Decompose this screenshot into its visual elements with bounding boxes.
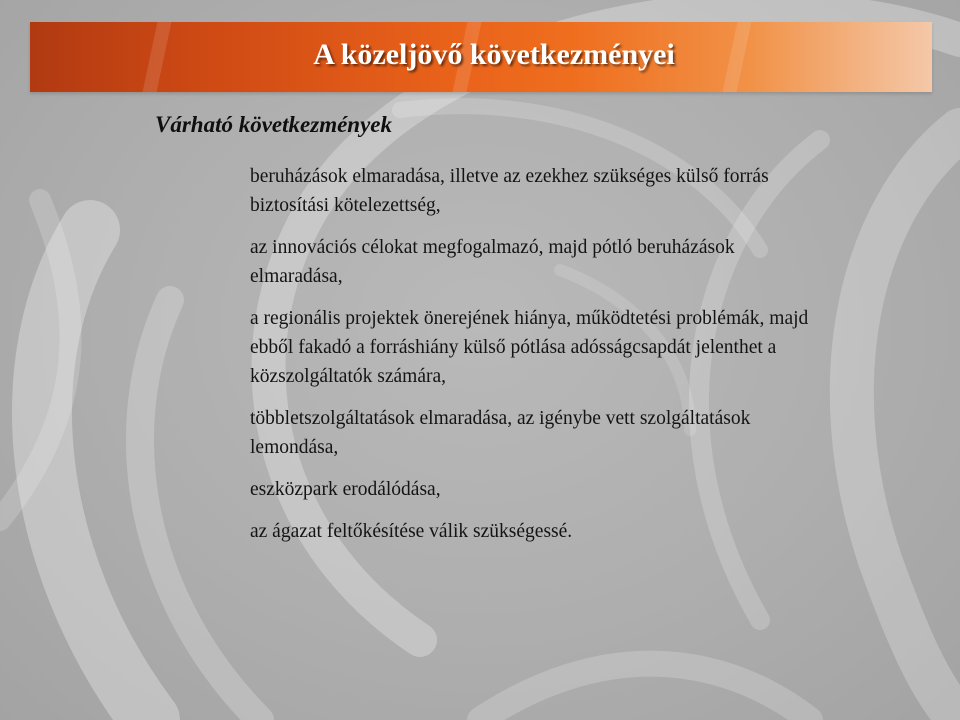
list-item: beruházások elmaradása, illetve az ezekhez szükséges külső forrás biztosítási kötelezettség, (250, 166, 769, 216)
slide-title: A közeljövő következményei (313, 38, 675, 71)
list-item: többletszolgáltatások elmaradása, az igénybe vett szolgáltatások lemondása, (250, 408, 751, 458)
consequence-list (250, 162, 810, 559)
list-item: az ágazat feltőkésítése válik szükségessé. (250, 521, 573, 542)
list-item: a regionális projektek önerejének hiánya, működtetési problémák, majd ebből fakadó a forráshiány külső pótlása adósságcsapdát jelenthet a közszolgáltatók számára, (250, 308, 809, 387)
list-item: eszközpark erodálódása, (250, 479, 441, 500)
slide-subtitle: Várható következmények (155, 112, 392, 137)
list-item: az innovációs célokat megfogalmazó, majd pótló beruházások elmaradása, (250, 237, 735, 287)
